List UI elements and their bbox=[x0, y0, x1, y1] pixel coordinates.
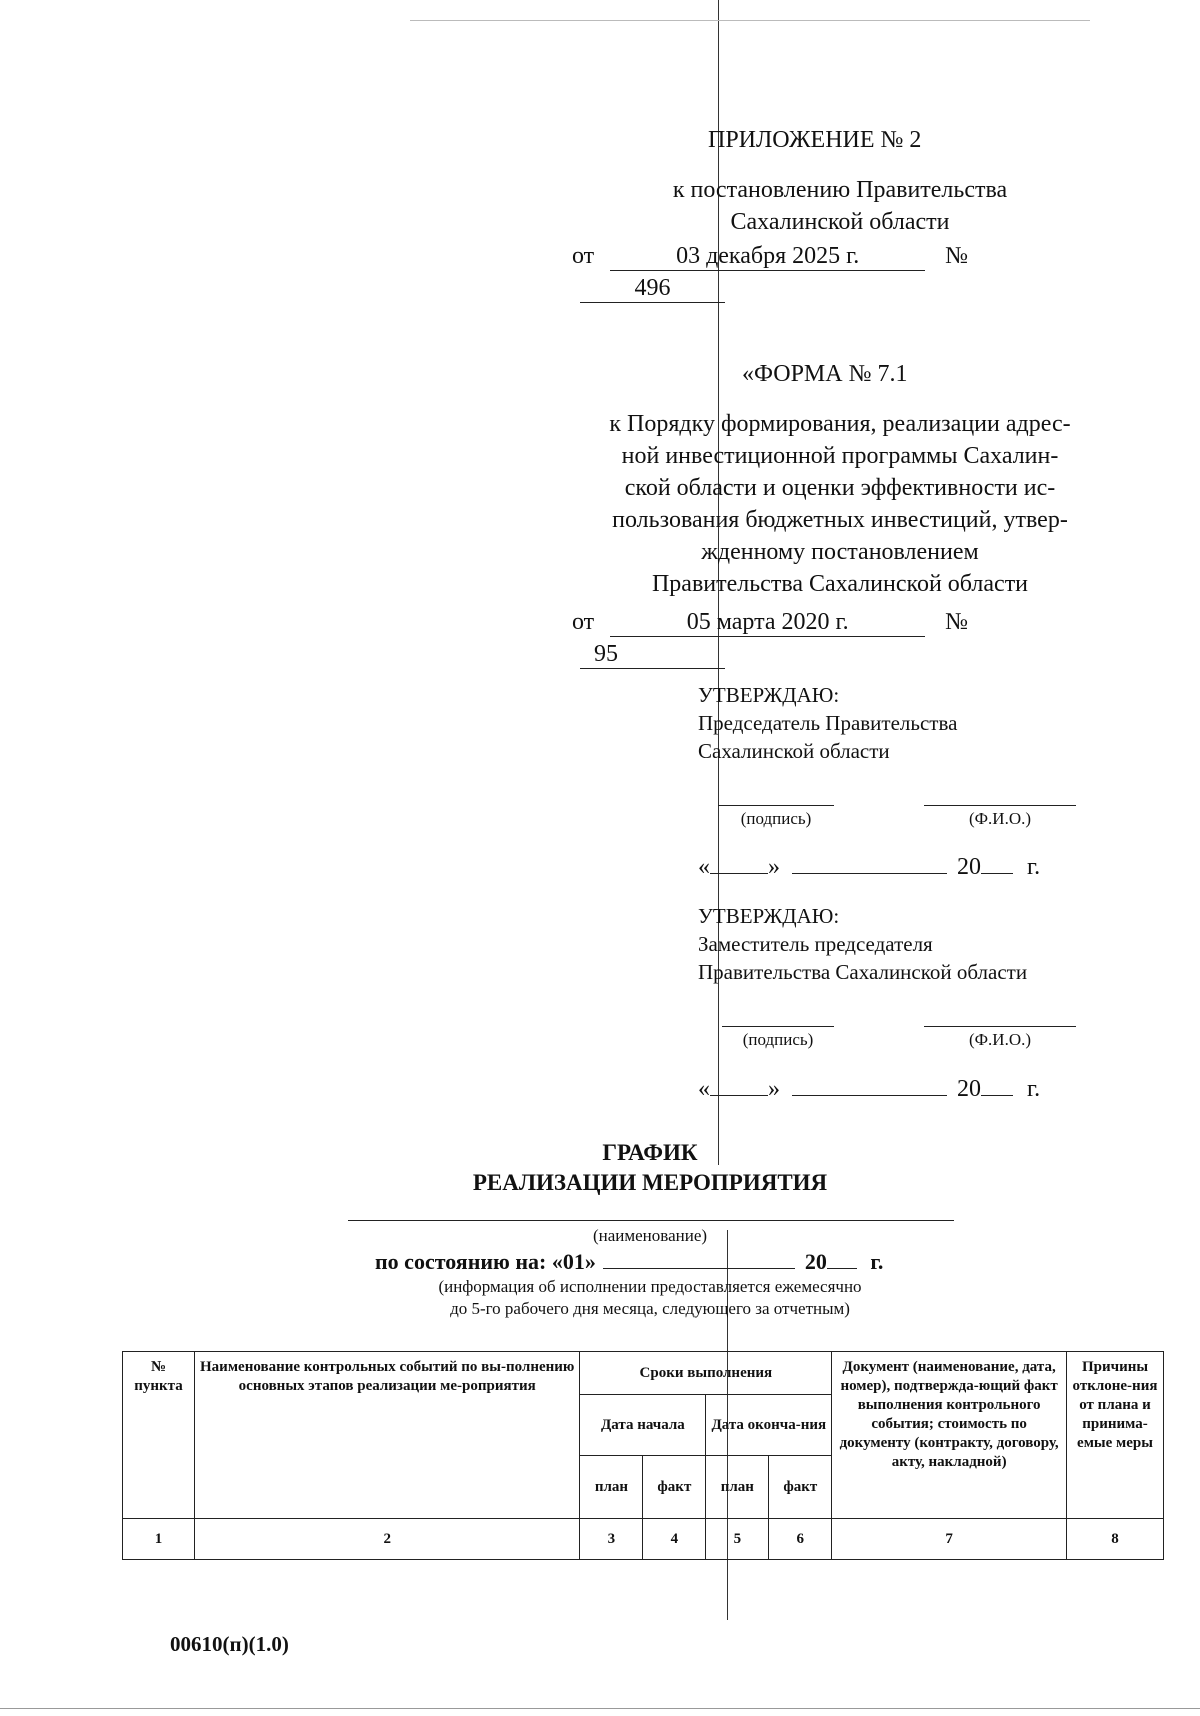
scan-artifact-line bbox=[0, 1708, 1200, 1709]
form-title: «ФОРМА № 7.1 bbox=[742, 361, 908, 387]
name-line bbox=[348, 1220, 954, 1221]
col-header-number: № пункта bbox=[123, 1352, 195, 1519]
column-number: 5 bbox=[706, 1519, 769, 1560]
col-header-fact: факт bbox=[643, 1456, 706, 1519]
form-date-line: от 05 марта 2020 г. № 95 bbox=[572, 609, 969, 667]
col-header-plan: план bbox=[580, 1456, 643, 1519]
decree-date: 03 декабря 2025 г. bbox=[610, 242, 925, 271]
approve-block-chairman: УТВЕРЖДАЮ: Председатель Правительства Сахалинской области bbox=[698, 683, 958, 763]
col-header-events: Наименование контрольных событий по вы-полнению основных этапов реализации ме-роприятия bbox=[194, 1352, 579, 1519]
schedule-title: ГРАФИК РЕАЛИЗАЦИИ МЕРОПРИЯТИЯ bbox=[472, 1140, 828, 1195]
scan-artifact-line bbox=[410, 20, 1090, 21]
appendix-title: ПРИЛОЖЕНИЕ № 2 bbox=[708, 127, 922, 153]
approve-block-deputy: УТВЕРЖДАЮ: Заместитель председателя Правительства Сахалинской области bbox=[698, 904, 1028, 984]
decree-date-line: от 03 декабря 2025 г. № 496 bbox=[572, 243, 969, 301]
column-number: 8 bbox=[1067, 1519, 1164, 1560]
form-description: к Порядку формирования, реализации адрес- ной инвестиционной программы Сахалин- ской области и оценки эффективности ис- пользования бюджетных инвестиций, утвер- жденному постановлением Правительства Сахалинской области bbox=[609, 411, 1071, 597]
signature-caption: (подпись) bbox=[742, 1030, 814, 1049]
reporting-note: (информация об исполнении предоставляется ежемесячно до 5-го рабочего дня месяца, следующего за отчетным) bbox=[438, 1277, 862, 1318]
table-row bbox=[123, 1519, 1164, 1560]
signature-line bbox=[718, 805, 834, 806]
col-header-reasons: Причины отклоне-ния от плана и принима-емые меры bbox=[1067, 1352, 1164, 1519]
col-header-plan: план bbox=[706, 1456, 769, 1519]
column-number: 4 bbox=[643, 1519, 706, 1560]
name-line bbox=[924, 805, 1076, 806]
col-header-fact: факт bbox=[769, 1456, 832, 1519]
name-line bbox=[924, 1026, 1076, 1027]
column-number: 6 bbox=[769, 1519, 832, 1560]
column-number: 1 bbox=[123, 1519, 195, 1560]
document-code: 00610(п)(1.0) bbox=[170, 1632, 289, 1656]
name-caption: (наименование) bbox=[592, 1226, 708, 1245]
col-header-start-date: Дата начала bbox=[580, 1395, 706, 1456]
column-number: 7 bbox=[832, 1519, 1067, 1560]
form-number: 95 bbox=[580, 640, 725, 669]
form-date: 05 марта 2020 г. bbox=[610, 608, 925, 637]
col-header-document: Документ (наименование, дата, номер), подтвержда-ющий факт выполнения контрольного события; стоимость по документу (контракту, договору, акту, накладной) bbox=[832, 1352, 1067, 1519]
signature-line bbox=[722, 1026, 834, 1027]
column-number: 2 bbox=[194, 1519, 579, 1560]
col-header-terms: Сроки выполнения bbox=[580, 1352, 832, 1395]
as-of-line: по состоянию на: «01» 20 г. bbox=[375, 1249, 884, 1274]
column-number: 3 bbox=[580, 1519, 643, 1560]
name-caption: (Ф.И.О.) bbox=[968, 1030, 1032, 1049]
approve-date-line: « » 20 г. bbox=[698, 1076, 1041, 1102]
approve-date-line: « » 20 г. bbox=[698, 854, 1041, 880]
name-caption: (Ф.И.О.) bbox=[968, 809, 1032, 828]
schedule-table bbox=[122, 1351, 1164, 1560]
signature-caption: (подпись) bbox=[740, 809, 812, 828]
decree-number: 496 bbox=[580, 274, 725, 303]
decree-reference: к постановлению Правительства Сахалинской области bbox=[672, 177, 1008, 235]
col-header-end-date: Дата оконча-ния bbox=[706, 1395, 832, 1456]
